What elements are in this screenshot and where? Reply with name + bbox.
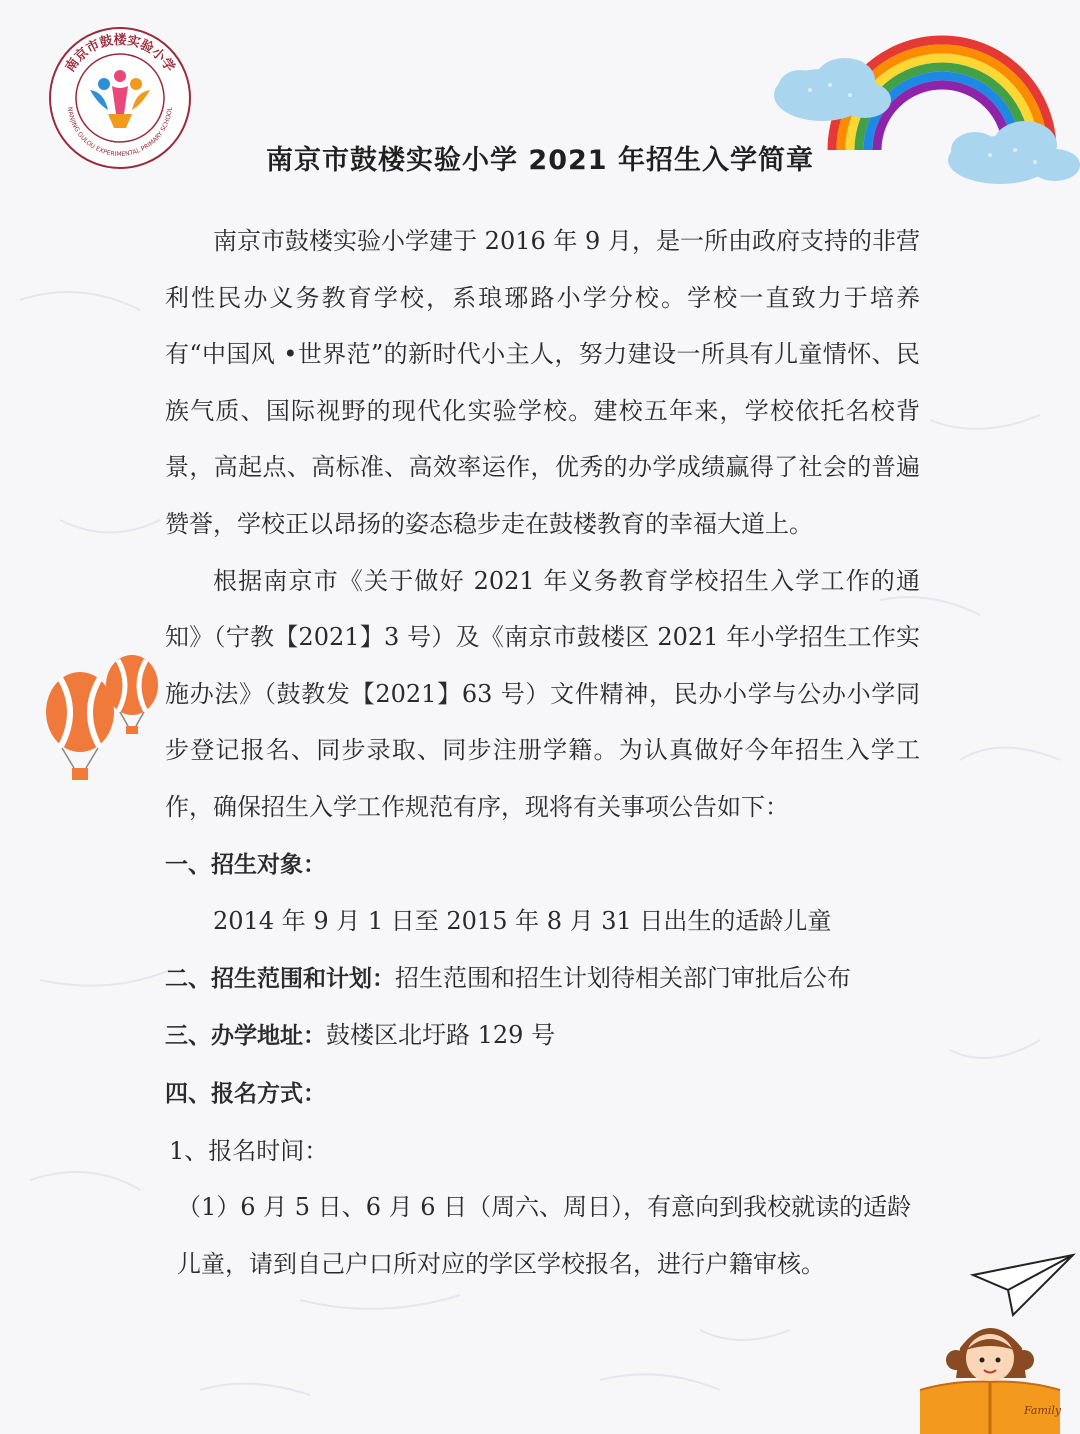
section-2 bbox=[165, 950, 920, 1008]
section-3-heading: 三、办学地址： bbox=[165, 1023, 326, 1050]
section-1-text: 2014 年 9 月 1 日至 2015 年 8 月 31 日出生的适龄儿童 bbox=[213, 907, 832, 936]
intro-paragraph-1: 南京市鼓楼实验小学建于 2016 年 9 月，是一所由政府支持的非营利性民办义务教育学校，系琅琊路小学分校。学校一直致力于培养有“中国风 •世界范”的新时代小主人，努力建设一所具有儿童情怀、民族气质、国际视野的现代化实验学校。建校五年来，学校依托名校背景，高起点、高标准、高效率运作，优秀的办学成绩赢得了社会的普遍赞誉，学校正以昂扬的姿态稳步走在鼓楼教育的幸福大道上。 bbox=[165, 227, 920, 538]
section-4-item-1-sub-1: （1）6 月 5 日、6 月 6 日（周六、周日），有意向到我校就读的适龄儿童，请到自己户口所对应的学区学校报名，进行户籍审核。 bbox=[177, 1193, 912, 1278]
section-2-heading: 二、招生范围和计划： bbox=[165, 965, 395, 992]
section-4-heading: 四、报名方式： bbox=[165, 1080, 326, 1107]
section-3-text: 鼓楼区北圩路 129 号 bbox=[326, 1021, 556, 1050]
section-4-item-1: 1、报名时间： bbox=[169, 1136, 329, 1165]
girl-reading-book-icon bbox=[900, 1310, 1080, 1434]
notice-body bbox=[165, 213, 920, 1292]
section-3 bbox=[165, 1007, 920, 1065]
section-1-heading: 一、招生对象： bbox=[165, 851, 326, 878]
hot-air-balloon-icon bbox=[40, 650, 170, 800]
section-2-text: 招生范围和招生计划待相关部门审批后公布 bbox=[395, 963, 851, 992]
section-4 bbox=[165, 1065, 920, 1123]
logo-ring-text: 南京市鼓楼实验小学 bbox=[62, 33, 178, 75]
page-title: 南京市鼓楼实验小学 2021 年招生入学简章 bbox=[266, 145, 814, 176]
section-1 bbox=[165, 836, 920, 894]
intro-paragraph-2: 根据南京市《关于做好 2021 年义务教育学校招生入学工作的通知》（宁教【2021】3 号）及《南京市鼓楼区 2021 年小学招生工作实施办法》（鼓教发【2021】63 号）文件精神，民办小学与公办小学同步登记报名、同步录取、同步注册学籍。为认真做好今年招生入学工作，确保招生入学工作规范有序，现将有关事项公告如下： bbox=[165, 566, 920, 821]
logo-ring-text-en: NANJING GULOU EXPERIMENTAL PRIMARY SCHOOL bbox=[66, 106, 174, 159]
book-label: Family bbox=[1024, 1404, 1062, 1417]
